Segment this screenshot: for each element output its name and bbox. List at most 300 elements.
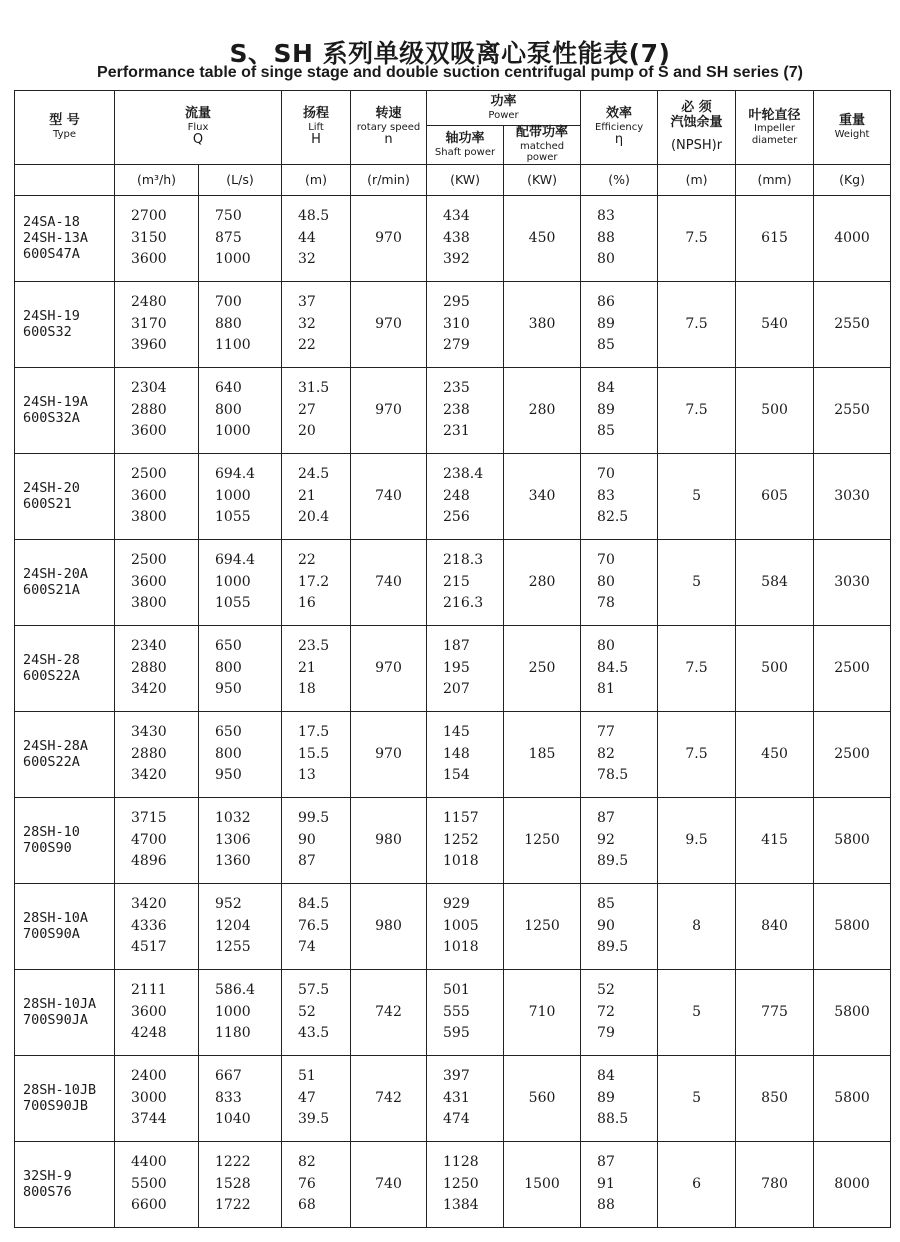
table-row [15, 453, 891, 539]
cell-efficiency-value: 78 [597, 595, 615, 612]
table-row [15, 797, 891, 883]
cell-flux-m3h-value: 3000 [131, 1089, 167, 1106]
cell-flux-ls-value: 1055 [215, 509, 251, 526]
cell-flux-ls-value: 1000 [215, 487, 251, 504]
cell-npsh: 5 [658, 969, 736, 1055]
cell-efficiency [581, 1055, 658, 1141]
cell-flux-m3h-value: 2880 [131, 401, 167, 418]
table-row [15, 539, 891, 625]
cell-flux-ls [199, 367, 282, 453]
cell-flux-ls-value: 1000 [215, 1003, 251, 1020]
cell-speed: 980 [351, 797, 427, 883]
cell-type-value: 24SH-20 [23, 480, 80, 497]
unit-matched: (KW) [504, 164, 581, 195]
cell-efficiency-value: 82 [597, 745, 615, 762]
cell-type-value: 28SH-10JA [23, 996, 97, 1013]
cell-shaft-power-value: 145 [443, 724, 470, 741]
cell-weight: 5800 [814, 883, 891, 969]
page-title: S、SH 系列单级双吸离心泵性能表(7) [229, 39, 671, 68]
cell-flux-ls-value: 800 [215, 659, 242, 676]
cell-flux-ls-value: 950 [215, 681, 242, 698]
cell-matched-power: 185 [504, 711, 581, 797]
cell-efficiency-value: 84 [597, 380, 615, 397]
cell-efficiency-value: 84 [597, 1068, 615, 1085]
cell-flux-ls [199, 539, 282, 625]
cell-shaft-power [427, 797, 504, 883]
cell-shaft-power [427, 711, 504, 797]
cell-efficiency-value: 87 [597, 1154, 615, 1171]
cell-efficiency-value: 52 [597, 982, 615, 999]
cell-flux-ls-value: 880 [215, 315, 242, 332]
cell-flux-ls-value: 1306 [215, 831, 251, 848]
cell-flux-m3h-value: 5500 [131, 1175, 167, 1192]
cell-flux-ls-value: 1000 [215, 423, 251, 440]
cell-shaft-power-value: 187 [443, 638, 470, 655]
cell-flux-m3h-value: 2304 [131, 380, 167, 397]
cell-type-value: 600S22A [23, 668, 80, 685]
cell-weight: 5800 [814, 1055, 891, 1141]
cell-lift-value: 52 [298, 1003, 316, 1020]
cell-flux-ls-value: 667 [215, 1068, 242, 1085]
unit-lift: (m) [282, 164, 351, 195]
cell-flux-m3h-value: 3420 [131, 896, 167, 913]
unit-shaft: (KW) [427, 164, 504, 195]
cell-flux-m3h-value: 4400 [131, 1154, 167, 1171]
cell-flux-ls [199, 1141, 282, 1227]
cell-impeller: 615 [736, 195, 814, 281]
cell-shaft-power-value: 248 [443, 487, 470, 504]
cell-flux-m3h-value: 3150 [131, 229, 167, 246]
cell-impeller: 500 [736, 367, 814, 453]
cell-flux-ls [199, 797, 282, 883]
unit-flux-ls: (L/s) [199, 164, 282, 195]
cell-type-value: 700S90JA [23, 1012, 89, 1029]
cell-flux-m3h-value: 2480 [131, 294, 167, 311]
cell-weight: 3030 [814, 539, 891, 625]
cell-flux-ls-value: 750 [215, 208, 242, 225]
cell-shaft-power-value: 1384 [443, 1197, 479, 1214]
cell-weight: 8000 [814, 1141, 891, 1227]
cell-type [15, 1055, 115, 1141]
cell-flux-m3h-value: 2500 [131, 466, 167, 483]
cell-type-value: 24SH-19 [23, 308, 80, 325]
cell-flux-ls-value: 950 [215, 767, 242, 784]
cell-type-value: 24SA-18 [23, 214, 80, 231]
cell-lift-value: 44 [298, 229, 316, 246]
cell-flux-m3h-value: 4700 [131, 831, 167, 848]
cell-efficiency [581, 281, 658, 367]
cell-type [15, 969, 115, 1055]
page-subtitle: Performance table of singe stage and double suction centrifugal pump of S and SH series (7) [97, 64, 803, 81]
cell-type-value: 28SH-10A [23, 910, 89, 927]
cell-lift-value: 47 [298, 1089, 316, 1106]
cell-flux-m3h-value: 6600 [131, 1197, 167, 1214]
cell-lift-value: 90 [298, 831, 316, 848]
cell-flux-m3h [115, 195, 199, 281]
cell-shaft-power-value: 148 [443, 745, 470, 762]
cell-shaft-power-value: 1018 [443, 939, 479, 956]
cell-type-value: 700S90JB [23, 1098, 89, 1115]
cell-type [15, 539, 115, 625]
cell-shaft-power-value: 434 [443, 208, 470, 225]
cell-matched-power: 450 [504, 195, 581, 281]
cell-shaft-power-value: 474 [443, 1111, 470, 1128]
cell-efficiency [581, 797, 658, 883]
header-weight: 重量 Weight [814, 91, 891, 165]
cell-flux-m3h [115, 453, 199, 539]
cell-speed: 970 [351, 711, 427, 797]
cell-efficiency-value: 83 [597, 487, 615, 504]
cell-efficiency-value: 89 [597, 1089, 615, 1106]
cell-flux-ls-value: 650 [215, 724, 242, 741]
cell-efficiency-value: 80 [597, 638, 615, 655]
cell-flux-m3h-value: 3715 [131, 810, 167, 827]
cell-shaft-power-value: 392 [443, 251, 470, 268]
cell-flux-ls [199, 711, 282, 797]
cell-matched-power: 340 [504, 453, 581, 539]
cell-lift-value: 13 [298, 767, 316, 784]
cell-lift-value: 24.5 [298, 466, 330, 483]
cell-efficiency-value: 79 [597, 1025, 615, 1042]
cell-type [15, 195, 115, 281]
cell-type-value: 28SH-10JB [23, 1082, 97, 1099]
cell-lift-value: 22 [298, 337, 316, 354]
cell-flux-m3h-value: 3800 [131, 595, 167, 612]
cell-efficiency-value: 91 [597, 1175, 615, 1192]
cell-flux-ls-value: 1100 [215, 337, 251, 354]
cell-lift-value: 48.5 [298, 208, 330, 225]
cell-speed: 742 [351, 1055, 427, 1141]
cell-type [15, 883, 115, 969]
cell-efficiency-value: 80 [597, 251, 615, 268]
cell-efficiency-value: 70 [597, 552, 615, 569]
cell-matched-power: 380 [504, 281, 581, 367]
cell-type-value: 700S90A [23, 926, 80, 943]
cell-lift-value: 21 [298, 659, 316, 676]
cell-matched-power: 710 [504, 969, 581, 1055]
cell-lift [282, 969, 351, 1055]
cell-type-value: 24SH-28A [23, 738, 89, 755]
cell-shaft-power-value: 310 [443, 315, 470, 332]
cell-efficiency-value: 89.5 [597, 853, 629, 870]
cell-shaft-power [427, 883, 504, 969]
cell-lift [282, 1141, 351, 1227]
cell-type [15, 711, 115, 797]
cell-type-value: 600S21 [23, 496, 72, 513]
cell-flux-ls-value: 694.4 [215, 552, 256, 569]
cell-speed: 970 [351, 281, 427, 367]
cell-speed: 740 [351, 539, 427, 625]
cell-flux-m3h [115, 367, 199, 453]
cell-flux-m3h-value: 2500 [131, 552, 167, 569]
cell-flux-m3h-value: 2340 [131, 638, 167, 655]
cell-impeller: 780 [736, 1141, 814, 1227]
cell-shaft-power-value: 195 [443, 659, 470, 676]
table-row [15, 1055, 891, 1141]
cell-flux-m3h-value: 4896 [131, 853, 167, 870]
cell-lift-value: 22 [298, 552, 316, 569]
cell-type-value: 24SH-28 [23, 652, 80, 669]
cell-type-value: 24SH-13A [23, 230, 89, 247]
header-speed: 转速 rotary speed n [351, 91, 427, 165]
cell-efficiency [581, 1141, 658, 1227]
header-power: 功率 Power [427, 91, 581, 126]
cell-npsh: 5 [658, 453, 736, 539]
table-row [15, 1141, 891, 1227]
header-npsh: 必 须 汽蚀余量 (NPSH)r [658, 91, 736, 165]
cell-matched-power: 1500 [504, 1141, 581, 1227]
cell-type-value: 800S76 [23, 1184, 72, 1201]
cell-type-value: 24SH-19A [23, 394, 89, 411]
unit-speed: (r/min) [351, 164, 427, 195]
cell-flux-m3h [115, 883, 199, 969]
performance-table [14, 90, 891, 1228]
cell-type [15, 1141, 115, 1227]
unit-eff: (%) [581, 164, 658, 195]
cell-shaft-power [427, 969, 504, 1055]
cell-shaft-power [427, 539, 504, 625]
cell-lift [282, 1055, 351, 1141]
cell-type-value: 600S32A [23, 410, 80, 427]
cell-lift-value: 31.5 [298, 380, 330, 397]
cell-efficiency [581, 625, 658, 711]
cell-type-value: 24SH-20A [23, 566, 89, 583]
table-row [15, 195, 891, 281]
cell-flux-ls-value: 1255 [215, 939, 251, 956]
cell-type [15, 797, 115, 883]
cell-flux-ls [199, 883, 282, 969]
cell-type [15, 453, 115, 539]
table-row [15, 711, 891, 797]
cell-shaft-power-value: 216.3 [443, 595, 484, 612]
cell-flux-m3h-value: 2880 [131, 659, 167, 676]
cell-type [15, 367, 115, 453]
cell-impeller: 850 [736, 1055, 814, 1141]
cell-efficiency-value: 83 [597, 208, 615, 225]
cell-shaft-power-value: 1250 [443, 1175, 479, 1192]
cell-shaft-power [427, 195, 504, 281]
cell-npsh: 7.5 [658, 367, 736, 453]
cell-efficiency [581, 453, 658, 539]
cell-efficiency-value: 84.5 [597, 659, 629, 676]
cell-shaft-power [427, 1141, 504, 1227]
header-impeller: 叶轮直径 Impeller diameter [736, 91, 814, 165]
cell-flux-ls-value: 833 [215, 1089, 242, 1106]
cell-lift-value: 87 [298, 853, 316, 870]
cell-flux-ls-value: 875 [215, 229, 242, 246]
cell-weight: 5800 [814, 969, 891, 1055]
cell-efficiency-value: 81 [597, 681, 615, 698]
cell-shaft-power-value: 207 [443, 681, 470, 698]
cell-lift-value: 17.5 [298, 724, 330, 741]
cell-impeller: 415 [736, 797, 814, 883]
cell-efficiency-value: 90 [597, 917, 615, 934]
cell-efficiency-value: 86 [597, 294, 615, 311]
cell-shaft-power-value: 438 [443, 229, 470, 246]
header-flux: 流量 Flux Q [115, 91, 282, 165]
cell-shaft-power [427, 281, 504, 367]
cell-flux-ls-value: 800 [215, 745, 242, 762]
cell-efficiency [581, 195, 658, 281]
cell-lift-value: 43.5 [298, 1025, 330, 1042]
cell-speed: 970 [351, 367, 427, 453]
cell-efficiency-value: 88.5 [597, 1111, 629, 1128]
cell-lift-value: 39.5 [298, 1111, 330, 1128]
cell-shaft-power-value: 238.4 [443, 466, 484, 483]
cell-flux-ls-value: 1180 [215, 1025, 251, 1042]
table-row [15, 969, 891, 1055]
cell-flux-ls-value: 952 [215, 896, 242, 913]
cell-lift-value: 99.5 [298, 810, 330, 827]
cell-type-value: 600S47A [23, 246, 80, 263]
cell-impeller: 840 [736, 883, 814, 969]
cell-type-value: 28SH-10 [23, 824, 80, 841]
unit-flux-m3h: (m³/h) [115, 164, 199, 195]
cell-impeller: 450 [736, 711, 814, 797]
cell-speed: 970 [351, 195, 427, 281]
cell-lift-value: 68 [298, 1197, 316, 1214]
cell-shaft-power-value: 929 [443, 896, 470, 913]
cell-shaft-power [427, 453, 504, 539]
cell-matched-power: 1250 [504, 883, 581, 969]
cell-flux-m3h-value: 3420 [131, 681, 167, 698]
cell-flux-m3h-value: 2111 [131, 982, 167, 999]
cell-flux-ls [199, 281, 282, 367]
table-row [15, 883, 891, 969]
cell-impeller: 605 [736, 453, 814, 539]
cell-lift-value: 82 [298, 1154, 316, 1171]
cell-efficiency-value: 70 [597, 466, 615, 483]
cell-lift-value: 18 [298, 681, 316, 698]
cell-flux-ls-value: 1360 [215, 853, 251, 870]
cell-shaft-power-value: 279 [443, 337, 470, 354]
cell-type [15, 625, 115, 711]
cell-lift-value: 16 [298, 595, 316, 612]
cell-flux-ls [199, 1055, 282, 1141]
cell-flux-m3h [115, 539, 199, 625]
cell-shaft-power [427, 625, 504, 711]
cell-type-value: 600S21A [23, 582, 80, 599]
cell-shaft-power-value: 256 [443, 509, 470, 526]
cell-lift-value: 21 [298, 487, 316, 504]
cell-efficiency-value: 92 [597, 831, 615, 848]
cell-flux-m3h [115, 711, 199, 797]
cell-flux-m3h [115, 1055, 199, 1141]
cell-flux-m3h-value: 4248 [131, 1025, 167, 1042]
cell-npsh: 7.5 [658, 625, 736, 711]
cell-flux-m3h [115, 969, 199, 1055]
cell-speed: 980 [351, 883, 427, 969]
cell-flux-ls-value: 694.4 [215, 466, 256, 483]
cell-npsh: 5 [658, 1055, 736, 1141]
cell-lift-value: 17.2 [298, 573, 330, 590]
cell-shaft-power-value: 397 [443, 1068, 470, 1085]
cell-flux-m3h-value: 3420 [131, 767, 167, 784]
cell-efficiency-value: 72 [597, 1003, 615, 1020]
cell-shaft-power-value: 1128 [443, 1154, 479, 1171]
cell-efficiency [581, 539, 658, 625]
cell-flux-m3h-value: 3960 [131, 337, 167, 354]
cell-lift-value: 84.5 [298, 896, 330, 913]
cell-matched-power: 1250 [504, 797, 581, 883]
cell-shaft-power-value: 1157 [443, 810, 479, 827]
cell-npsh: 9.5 [658, 797, 736, 883]
cell-flux-m3h-value: 3170 [131, 315, 167, 332]
cell-type-value: 600S32 [23, 324, 72, 341]
cell-efficiency [581, 969, 658, 1055]
cell-flux-ls-value: 1055 [215, 595, 251, 612]
cell-efficiency-value: 88 [597, 229, 615, 246]
cell-lift-value: 27 [298, 401, 316, 418]
table-row [15, 367, 891, 453]
cell-lift [282, 711, 351, 797]
header-type: 型 号 Type [15, 91, 115, 165]
cell-flux-ls [199, 195, 282, 281]
cell-efficiency-value: 78.5 [597, 767, 629, 784]
cell-shaft-power-value: 555 [443, 1003, 470, 1020]
header-shaft-power: 轴功率 Shaft power [427, 126, 504, 165]
cell-flux-ls-value: 1000 [215, 573, 251, 590]
cell-lift-value: 23.5 [298, 638, 330, 655]
cell-weight: 2500 [814, 711, 891, 797]
cell-matched-power: 280 [504, 367, 581, 453]
cell-flux-ls-value: 1722 [215, 1197, 251, 1214]
cell-weight: 2550 [814, 281, 891, 367]
cell-efficiency-value: 89 [597, 315, 615, 332]
cell-flux-m3h-value: 3600 [131, 573, 167, 590]
cell-npsh: 6 [658, 1141, 736, 1227]
cell-efficiency-value: 88 [597, 1197, 615, 1214]
cell-efficiency-value: 77 [597, 724, 615, 741]
cell-efficiency-value: 87 [597, 810, 615, 827]
cell-lift [282, 195, 351, 281]
cell-flux-m3h-value: 3744 [131, 1111, 167, 1128]
cell-flux-m3h-value: 4336 [131, 917, 167, 934]
cell-lift-value: 74 [298, 939, 316, 956]
cell-shaft-power-value: 231 [443, 423, 470, 440]
cell-flux-ls-value: 650 [215, 638, 242, 655]
cell-flux-ls-value: 800 [215, 401, 242, 418]
cell-flux-m3h-value: 3600 [131, 251, 167, 268]
cell-lift [282, 539, 351, 625]
cell-flux-m3h [115, 281, 199, 367]
cell-impeller: 540 [736, 281, 814, 367]
cell-efficiency-value: 85 [597, 337, 615, 354]
cell-shaft-power-value: 215 [443, 573, 470, 590]
cell-efficiency-value: 80 [597, 573, 615, 590]
cell-shaft-power-value: 154 [443, 767, 470, 784]
cell-speed: 740 [351, 1141, 427, 1227]
cell-flux-m3h-value: 4517 [131, 939, 167, 956]
cell-flux-m3h-value: 3600 [131, 487, 167, 504]
cell-lift-value: 15.5 [298, 745, 330, 762]
header-efficiency: 效率 Efficiency η [581, 91, 658, 165]
cell-lift-value: 20 [298, 423, 316, 440]
cell-efficiency [581, 367, 658, 453]
cell-type-value: 700S90 [23, 840, 72, 857]
cell-lift-value: 32 [298, 251, 316, 268]
cell-flux-ls-value: 1032 [215, 810, 251, 827]
cell-shaft-power [427, 1055, 504, 1141]
cell-weight: 2550 [814, 367, 891, 453]
cell-flux-m3h-value: 2700 [131, 208, 167, 225]
cell-shaft-power-value: 501 [443, 982, 470, 999]
cell-shaft-power-value: 1252 [443, 831, 479, 848]
cell-type [15, 281, 115, 367]
cell-type-value: 32SH-9 [23, 1168, 72, 1185]
cell-speed: 970 [351, 625, 427, 711]
cell-impeller: 584 [736, 539, 814, 625]
